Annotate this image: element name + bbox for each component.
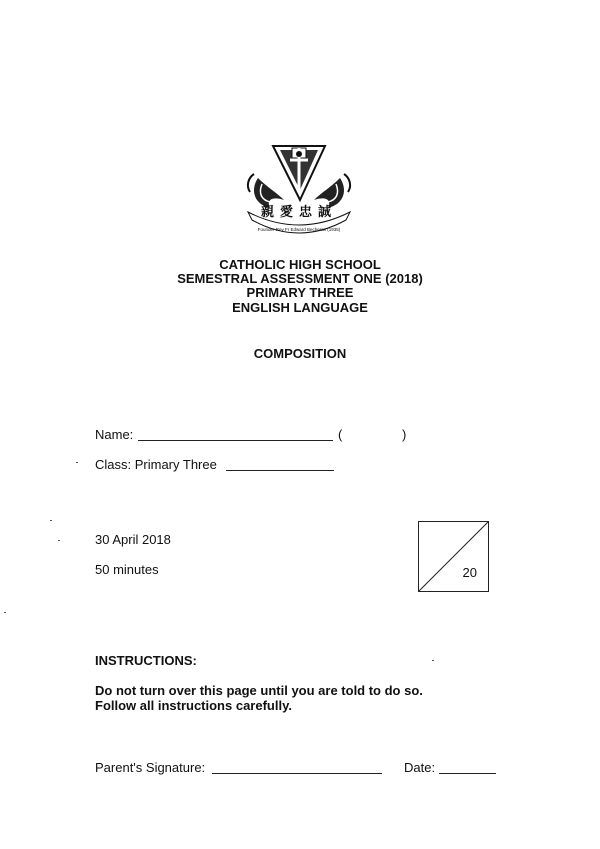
instructions-heading: INSTRUCTIONS: bbox=[95, 653, 197, 668]
crest-motto: 親愛忠誠 bbox=[260, 205, 338, 220]
scan-speck bbox=[76, 462, 78, 463]
score-box bbox=[418, 521, 489, 592]
exam-date: 30 April 2018 bbox=[95, 532, 171, 547]
assessment-title: SEMESTRAL ASSESSMENT ONE (2018) bbox=[177, 271, 423, 286]
scan-speck bbox=[58, 540, 60, 541]
register-paren-open: ( bbox=[338, 427, 343, 442]
instruction-line-1: Do not turn over this page until you are told to do so. bbox=[95, 683, 423, 698]
parent-signature-line[interactable] bbox=[212, 773, 382, 774]
footer-date-line[interactable] bbox=[439, 773, 496, 774]
scan-speck bbox=[50, 520, 52, 521]
max-score: 20 bbox=[462, 565, 477, 580]
name-field-line[interactable] bbox=[138, 440, 333, 441]
scan-speck bbox=[4, 612, 6, 613]
scan-speck bbox=[432, 660, 434, 661]
subject-title: ENGLISH LANGUAGE bbox=[232, 300, 368, 315]
level-title: PRIMARY THREE bbox=[246, 285, 354, 300]
school-name: CATHOLIC HIGH SCHOOL bbox=[219, 257, 381, 272]
instruction-line-2: Follow all instructions carefully. bbox=[95, 698, 292, 713]
footer-date-label: Date: bbox=[404, 760, 436, 775]
exam-duration: 50 minutes bbox=[95, 562, 159, 577]
class-label: Class: Primary Three bbox=[95, 457, 217, 472]
register-paren-close: ) bbox=[402, 427, 407, 442]
paper-title: COMPOSITION bbox=[253, 346, 347, 361]
crest-ribbon-text: Founder Rev Fr Edward Becheras (1935) bbox=[257, 227, 341, 232]
class-field-line[interactable] bbox=[226, 470, 334, 471]
school-crest-logo bbox=[240, 138, 358, 238]
score-box-diagonal bbox=[419, 522, 488, 591]
name-label: Name: bbox=[95, 427, 134, 442]
parent-signature-label: Parent's Signature: bbox=[95, 760, 206, 775]
